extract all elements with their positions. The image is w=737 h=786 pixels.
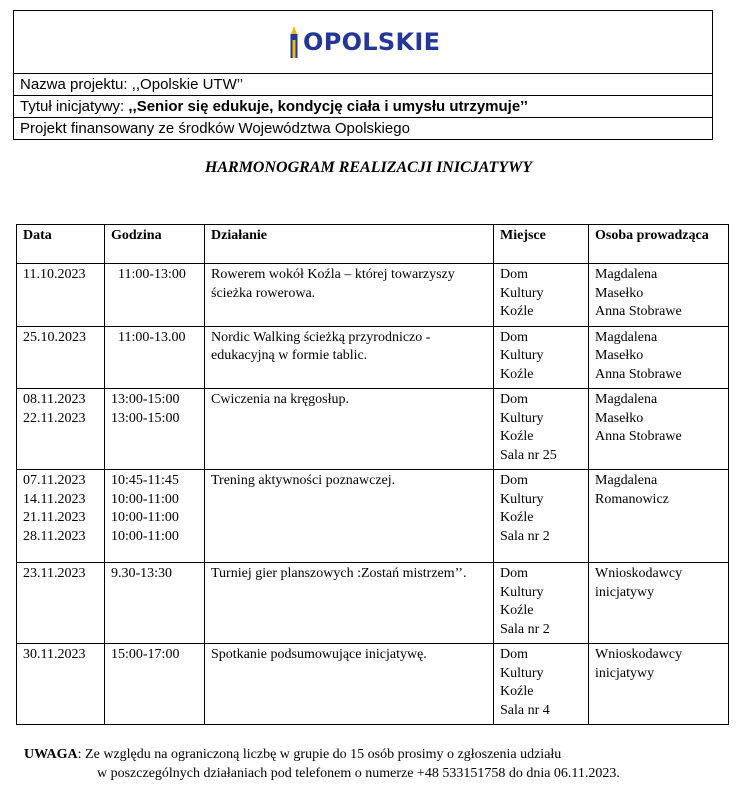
schedule-table	[16, 224, 729, 725]
notice	[24, 745, 724, 783]
hour-cell	[105, 644, 205, 725]
place-cell	[494, 389, 589, 470]
place-line: Sala nr 4	[500, 702, 550, 718]
schedule-body	[17, 264, 729, 725]
hour-line: 10:00-11:00	[111, 510, 179, 525]
place-line: Kultury	[500, 491, 544, 507]
funding-note: Projekt finansowany ze środków Województwa Opolskiego	[20, 120, 410, 137]
hour-line: 13:00-15:00	[111, 392, 180, 407]
date-cell	[17, 644, 105, 725]
hour-line: 11:00-13.00	[111, 329, 186, 345]
hour-line: 13:00-15:00	[111, 410, 180, 426]
date-cell	[17, 389, 105, 470]
hour-line: 11:00-13:00	[111, 267, 186, 282]
hour-line: 10:45-11:45	[111, 473, 179, 488]
column-header-leader: Osoba prowadząca	[589, 225, 729, 264]
place-line: Dom	[500, 267, 528, 282]
activity-cell: Trening aktywności poznawczej.	[205, 470, 494, 563]
notice-label: UWAGA	[24, 747, 78, 762]
hour-cell	[105, 326, 205, 389]
leader-line: Magdalena	[595, 473, 658, 488]
date-cell	[17, 264, 105, 327]
leader-cell	[589, 389, 729, 470]
place-line: Sala nr 2	[500, 528, 550, 544]
leader-line: Magdalena	[595, 392, 658, 407]
date-line: 11.10.2023	[23, 267, 86, 282]
leader-line: Wnioskodawcy	[595, 566, 683, 581]
place-line: Koźle	[500, 603, 534, 618]
place-line: Koźle	[500, 510, 534, 525]
leader-line: Anna Stobrawe	[595, 429, 682, 444]
leader-cell	[589, 264, 729, 327]
date-line: 23.11.2023	[23, 566, 86, 581]
place-line: Koźle	[500, 429, 534, 444]
column-header-activity: Działanie	[205, 225, 494, 264]
leader-cell	[589, 644, 729, 725]
place-line: Kultury	[500, 410, 544, 426]
place-line: Sala nr 25	[500, 447, 557, 463]
place-cell	[494, 264, 589, 327]
date-line: 07.11.2023	[23, 473, 86, 488]
table-row	[17, 644, 729, 725]
leader-line: Masełko	[595, 348, 644, 363]
hour-line: 10:00-11:00	[111, 528, 179, 544]
place-line: Koźle	[500, 366, 534, 382]
project-name-value: ,,Opolskie UTW’’	[131, 76, 244, 93]
place-line: Dom	[500, 473, 528, 488]
leader-cell	[589, 470, 729, 563]
column-header-hour: Godzina	[105, 225, 205, 264]
place-line: Dom	[500, 647, 528, 662]
activity-cell: Rowerem wokół Koźla – której towarzyszy ścieżka rowerowa.	[205, 264, 494, 327]
initiative-title-value: ,,Senior się edukuje, kondycję ciała i umysłu utrzymuje’’	[128, 98, 528, 115]
activity-cell: Turniej gier planszowych :Zostań mistrzem’’.	[205, 563, 494, 644]
document-title: HARMONOGRAM REALIZACJI INICJATYWY	[204, 159, 533, 176]
date-line: 28.11.2023	[23, 528, 86, 544]
column-header-place: Miejsce	[494, 225, 589, 264]
date-cell	[17, 326, 105, 389]
date-cell	[17, 470, 105, 563]
table-row	[17, 470, 729, 563]
date-line: 14.11.2023	[23, 491, 86, 507]
place-line: Kultury	[500, 584, 544, 600]
date-line: 30.11.2023	[23, 647, 86, 662]
activity-cell: Spotkanie podsumowujące inicjatywę.	[205, 644, 494, 725]
date-line: 08.11.2023	[23, 392, 86, 407]
hour-cell	[105, 264, 205, 327]
leader-line: Masełko	[595, 285, 644, 301]
place-cell	[494, 326, 589, 389]
leader-line: Magdalena	[595, 329, 658, 345]
place-line: Dom	[500, 329, 528, 345]
column-header-date: Data	[17, 225, 105, 264]
place-line: Koźle	[500, 684, 534, 699]
date-line: 22.11.2023	[23, 410, 86, 426]
hour-line: 15:00-17:00	[111, 647, 180, 662]
date-line: 21.11.2023	[23, 510, 86, 525]
leader-line: inicjatywy	[595, 584, 655, 600]
place-line: Dom	[500, 392, 528, 407]
hour-cell	[105, 563, 205, 644]
leader-cell	[589, 326, 729, 389]
hour-cell	[105, 389, 205, 470]
hour-line: 10:00-11:00	[111, 491, 179, 507]
table-row	[17, 264, 729, 327]
place-line: Kultury	[500, 348, 544, 363]
notice-line-2: w poszczególnych działaniach pod telefonem o numerze +48 533151758 do dnia 06.11.2023.	[97, 766, 620, 781]
table-row	[17, 389, 729, 470]
project-header	[13, 10, 713, 140]
table-row	[17, 563, 729, 644]
leader-line: Anna Stobrawe	[595, 304, 682, 319]
leader-line: Magdalena	[595, 267, 658, 282]
place-line: Dom	[500, 566, 528, 581]
leader-line: Masełko	[595, 410, 644, 426]
notice-line-1: : Ze względu na ograniczoną liczbę w grupie do 15 osób prosimy o zgłoszenia udziału	[77, 747, 562, 762]
table-row	[17, 326, 729, 389]
place-line: Koźle	[500, 304, 534, 319]
project-name-label: Nazwa projektu:	[20, 76, 132, 93]
project-name-row	[14, 74, 712, 96]
place-line: Kultury	[500, 285, 544, 301]
table-header-row	[17, 225, 729, 264]
leader-cell	[589, 563, 729, 644]
leader-line: Wnioskodawcy	[595, 647, 683, 662]
logo-row	[14, 11, 712, 74]
leader-line: Anna Stobrawe	[595, 366, 682, 382]
activity-cell: Cwiczenia na kręgosłup.	[205, 389, 494, 470]
date-line: 25.10.2023	[23, 329, 86, 345]
opolskie-logo-icon	[288, 26, 300, 58]
initiative-title-row	[14, 96, 712, 118]
activity-cell: Nordic Walking ścieżką przyrodniczo - edukacyjną w formie tablic.	[205, 326, 494, 389]
leader-line: Romanowicz	[595, 491, 669, 507]
initiative-title-label: Tytuł inicjatywy:	[20, 98, 129, 115]
hour-cell	[105, 470, 205, 563]
leader-line: inicjatywy	[595, 665, 655, 681]
logo-text: OPOLSKIE	[303, 28, 441, 56]
date-cell	[17, 563, 105, 644]
hour-line: 9.30-13:30	[111, 566, 173, 581]
place-cell	[494, 470, 589, 563]
funding-row	[14, 118, 712, 140]
place-line: Sala nr 2	[500, 621, 550, 637]
place-line: Kultury	[500, 665, 544, 681]
place-cell	[494, 563, 589, 644]
place-cell	[494, 644, 589, 725]
opolskie-logo	[288, 26, 440, 58]
